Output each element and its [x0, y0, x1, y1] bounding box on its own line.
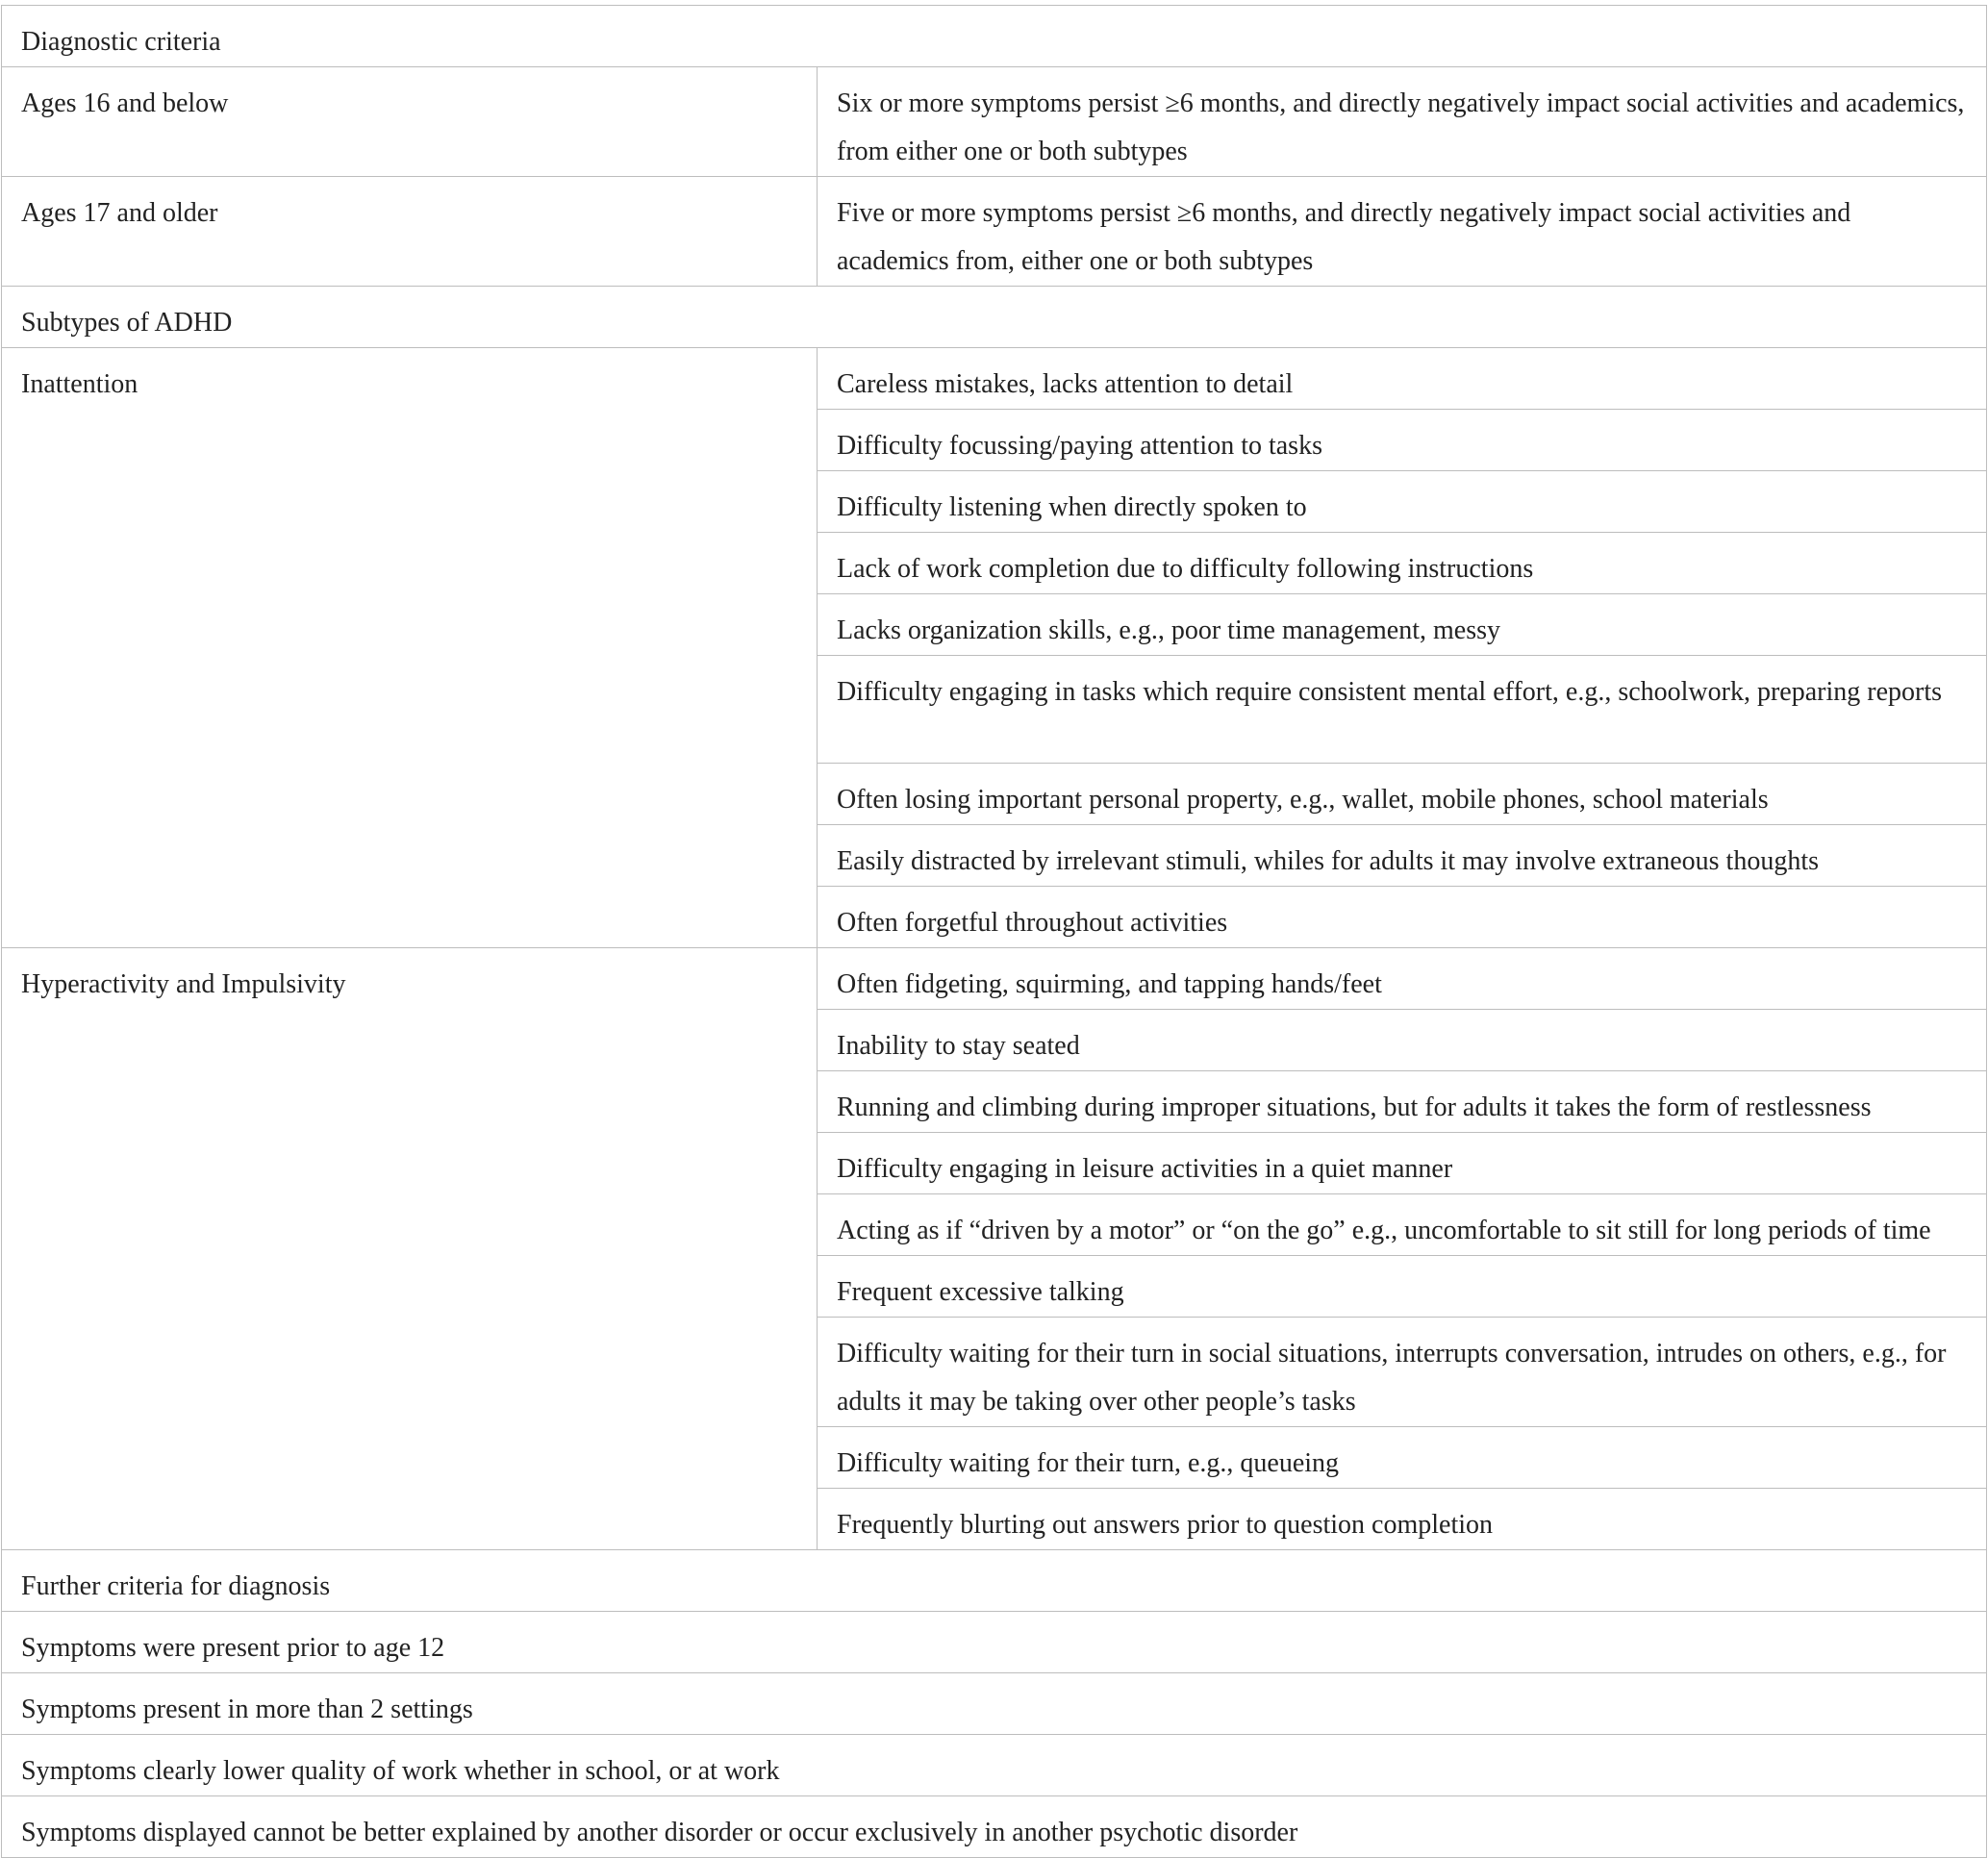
- symptom-item: Difficulty focussing/paying attention to tasks: [818, 410, 1987, 471]
- symptom-item: Running and climbing during improper situations, but for adults it takes the form of restlessness: [818, 1071, 1987, 1133]
- section-heading-diagnostic-criteria: Diagnostic criteria: [2, 6, 1987, 67]
- section-heading-subtypes: Subtypes of ADHD: [2, 287, 1987, 348]
- symptom-item: Careless mistakes, lacks attention to detail: [818, 348, 1987, 410]
- symptom-item: Difficulty listening when directly spoken to: [818, 471, 1987, 533]
- subtype-label-inattention: Inattention: [2, 348, 818, 948]
- table-row: [2, 1796, 1987, 1858]
- symptom-item: Often fidgeting, squirming, and tapping hands/feet: [818, 948, 1987, 1010]
- row-label: Ages 16 and below: [2, 67, 818, 177]
- symptom-item: Difficulty engaging in tasks which require consistent mental effort, e.g., schoolwork, preparing reports: [818, 656, 1987, 764]
- further-criteria-item: Symptoms displayed cannot be better explained by another disorder or occur exclusively in another psychotic disorder: [2, 1796, 1987, 1858]
- symptom-item: Acting as if “driven by a motor” or “on the go” e.g., uncomfortable to sit still for long periods of time: [818, 1194, 1987, 1256]
- symptom-item: Lacks organization skills, e.g., poor time management, messy: [818, 594, 1987, 656]
- symptom-item: Frequently blurting out answers prior to question completion: [818, 1489, 1987, 1550]
- symptom-item: Easily distracted by irrelevant stimuli, whiles for adults it may involve extraneous thoughts: [818, 825, 1987, 887]
- row-text: Five or more symptoms persist ≥6 months, and directly negatively impact social activities and academics from, either one or both subtypes: [818, 177, 1987, 287]
- table-row: [2, 348, 1987, 410]
- symptom-item: Difficulty engaging in leisure activities in a quiet manner: [818, 1133, 1987, 1194]
- symptom-item: Often losing important personal property, e.g., wallet, mobile phones, school materials: [818, 764, 1987, 825]
- further-criteria-item: Symptoms present in more than 2 settings: [2, 1673, 1987, 1735]
- table-row: [2, 67, 1987, 177]
- symptom-item: Often forgetful throughout activities: [818, 887, 1987, 948]
- symptom-item: Inability to stay seated: [818, 1010, 1987, 1071]
- further-criteria-item: Symptoms clearly lower quality of work whether in school, or at work: [2, 1735, 1987, 1796]
- symptom-item: Frequent excessive talking: [818, 1256, 1987, 1318]
- adhd-criteria-table: [1, 5, 1987, 1858]
- table-row: [2, 948, 1987, 1010]
- table-row: [2, 177, 1987, 287]
- section-header-row: [2, 287, 1987, 348]
- section-header-row: [2, 6, 1987, 67]
- table-row: [2, 1612, 1987, 1673]
- table-row: [2, 1673, 1987, 1735]
- section-heading-further-criteria: Further criteria for diagnosis: [2, 1550, 1987, 1612]
- table-row: [2, 1735, 1987, 1796]
- subtype-label-hyperactivity: Hyperactivity and Impulsivity: [2, 948, 818, 1550]
- symptom-item: Difficulty waiting for their turn, e.g., queueing: [818, 1427, 1987, 1489]
- symptom-item: Difficulty waiting for their turn in social situations, interrupts conversation, intrudes on others, e.g., for adults it may be taking over other people’s tasks: [818, 1318, 1987, 1427]
- row-text: Six or more symptoms persist ≥6 months, and directly negatively impact social activities and academics, from either one or both subtypes: [818, 67, 1987, 177]
- further-criteria-item: Symptoms were present prior to age 12: [2, 1612, 1987, 1673]
- row-label: Ages 17 and older: [2, 177, 818, 287]
- symptom-item: Lack of work completion due to difficulty following instructions: [818, 533, 1987, 594]
- section-header-row: [2, 1550, 1987, 1612]
